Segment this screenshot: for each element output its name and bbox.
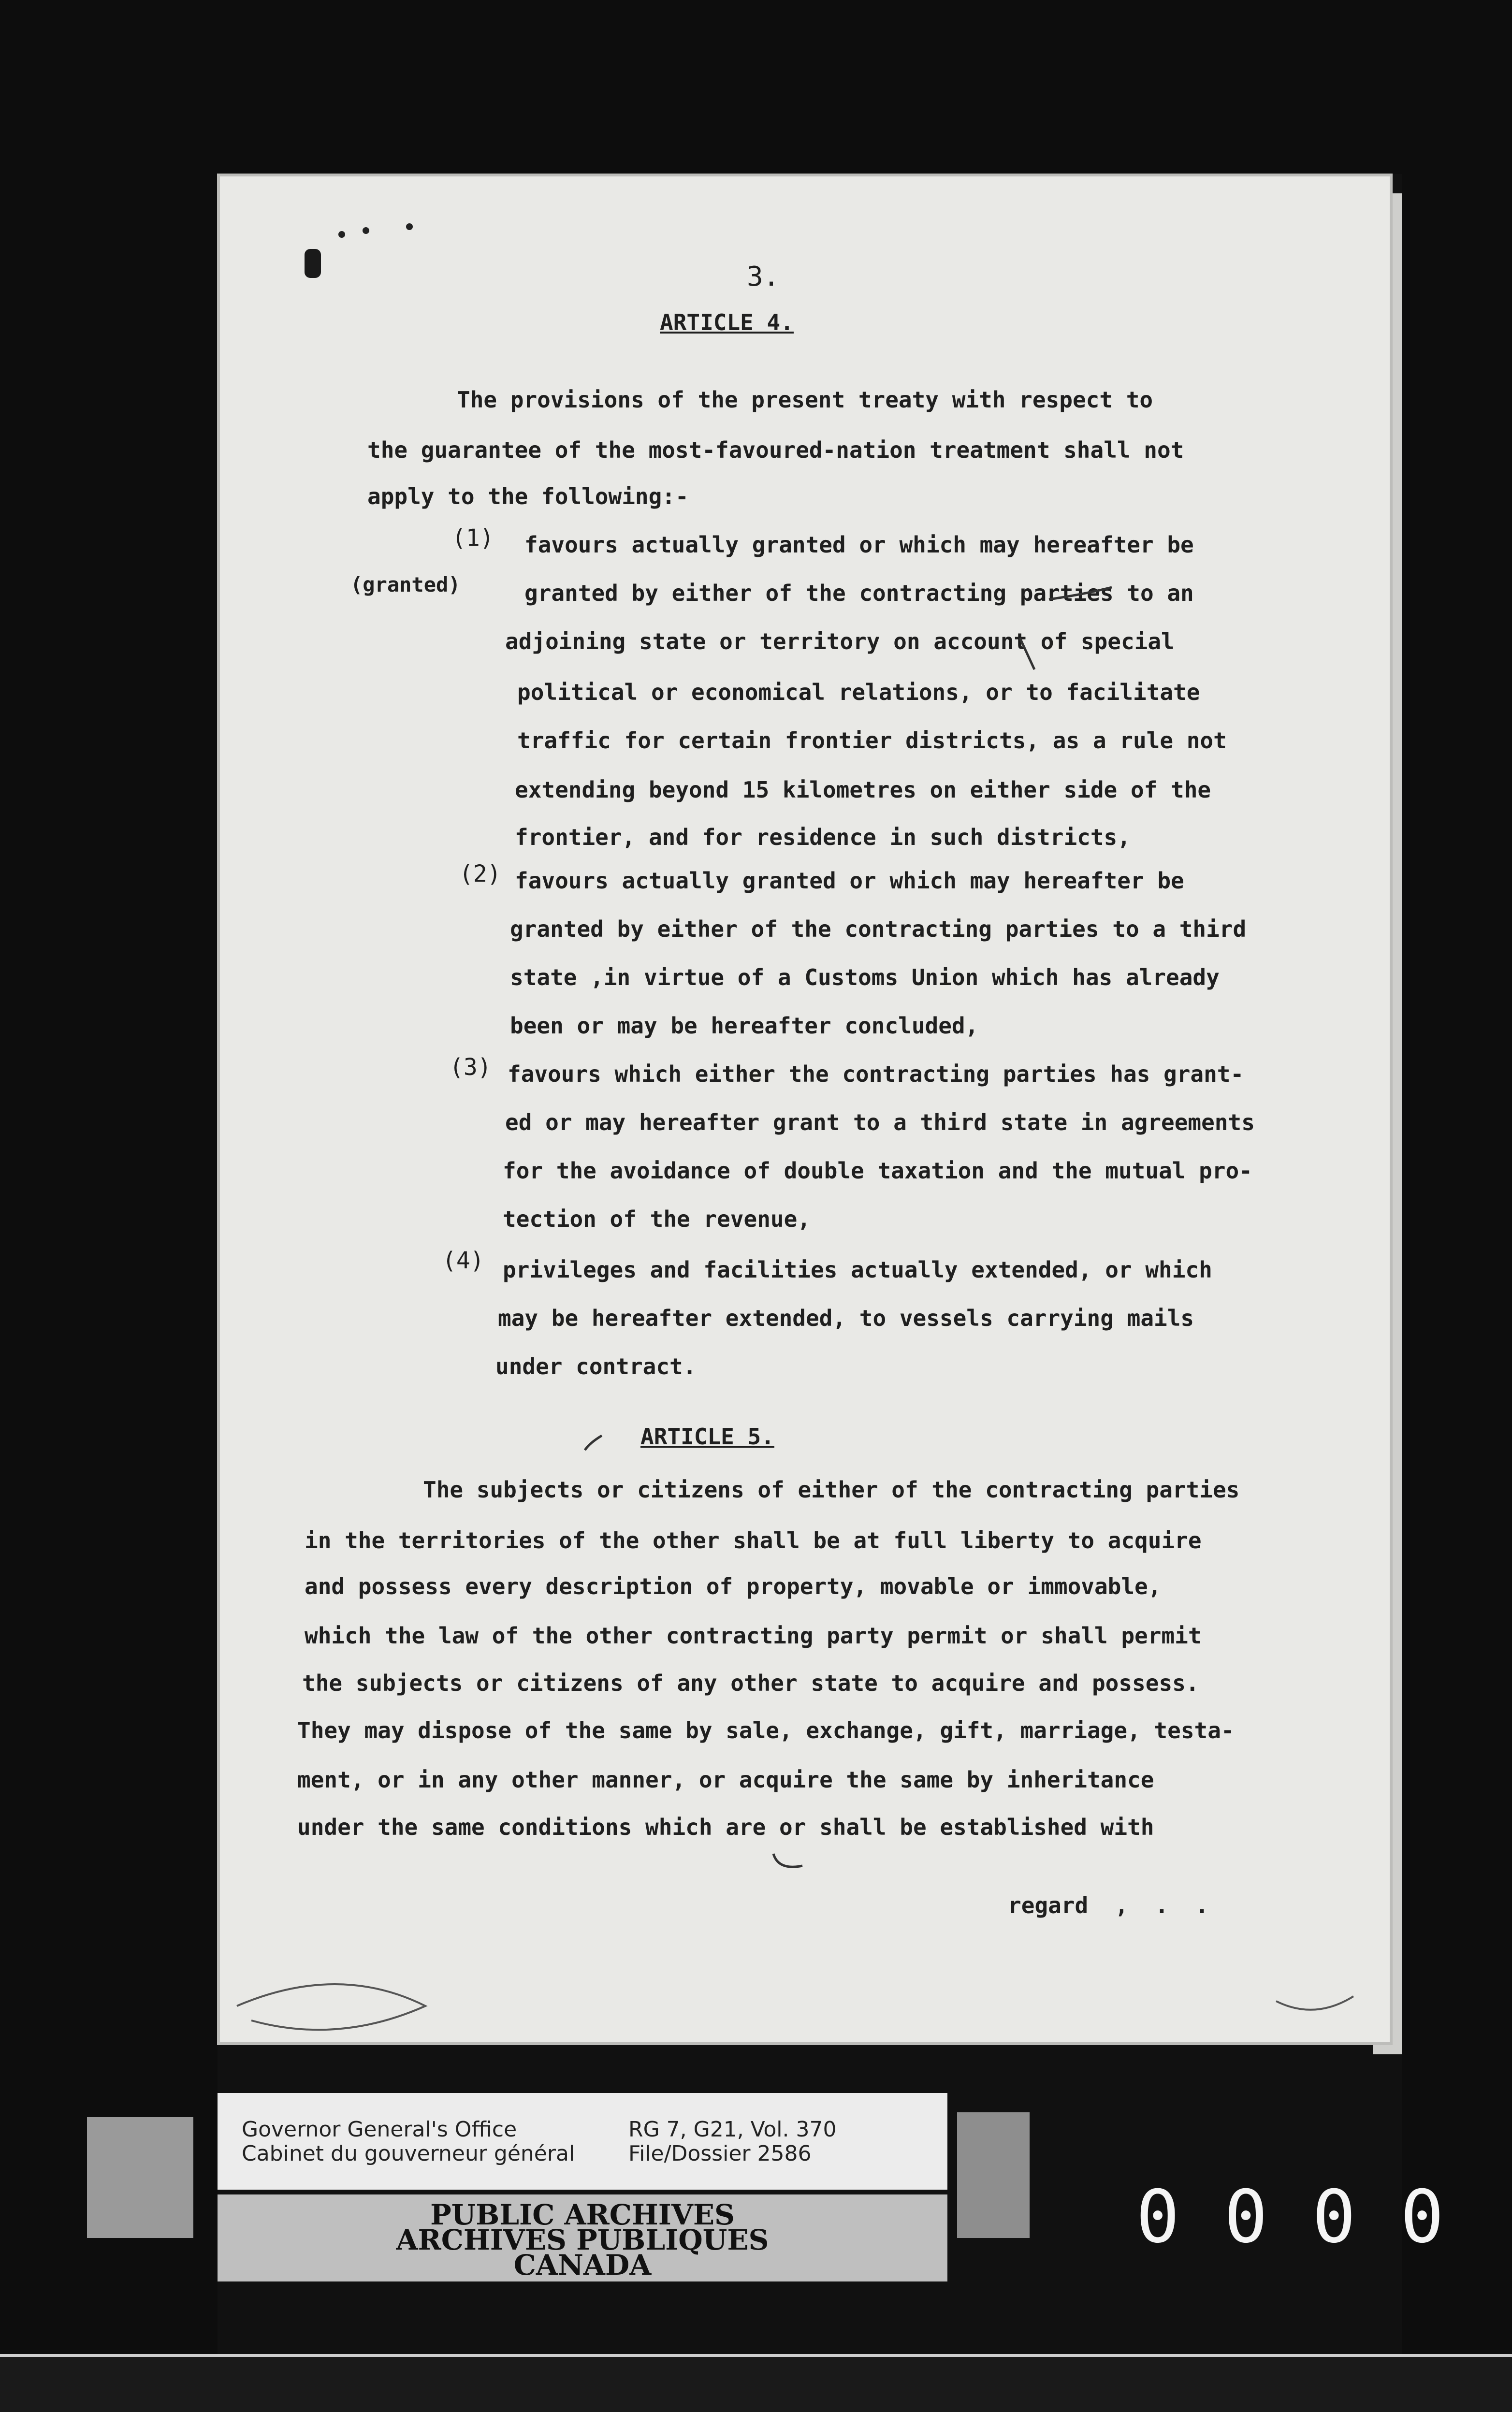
article-5-line: which the law of the other contracting party permit or shall permit [305, 1623, 1202, 1649]
catchword: regard , . . [1008, 1892, 1209, 1918]
article-4-intro-line: the guarantee of the most-favoured-nation treatment shall not [367, 437, 1184, 463]
record-group-reference: RG 7, G21, Vol. 370 [628, 2117, 837, 2142]
article-5-line: ment, or in any other manner, or acquire the same by inheritance [297, 1767, 1154, 1793]
item-2-line: granted by either of the contracting parties to a third [510, 916, 1247, 942]
film-bottom-edge [0, 2354, 1512, 2412]
article-5-line: the subjects or citizens of any other state to acquire and possess. [302, 1670, 1199, 1696]
item-1-line: frontier, and for residence in such districts, [515, 824, 1131, 850]
article-4-heading: ARTICLE 4. [660, 309, 794, 335]
tape-strip [957, 2112, 1030, 2238]
article-5-line: in the territories of the other shall be at full liberty to acquire [305, 1527, 1202, 1554]
article-5-line: under the same conditions which are or shall be established with [297, 1814, 1154, 1840]
item-4-line: under contract. [495, 1353, 697, 1380]
item-3-line: tection of the revenue, [503, 1206, 811, 1232]
item-1-line: traffic for certain frontier districts, as a rule not [517, 727, 1227, 754]
item-number: (3) [450, 1054, 492, 1081]
office-french: Cabinet du gouverneur général [242, 2141, 575, 2166]
stamp-line-2: ARCHIVES PUBLIQUES [396, 2223, 769, 2256]
item-3-line: for the avoidance of double taxation and the mutual pro- [503, 1158, 1252, 1184]
public-archives-stamp [218, 2194, 947, 2281]
article-4-intro-line: The provisions of the present treaty with respect to [457, 387, 1153, 413]
item-number: (2) [459, 860, 501, 887]
item-1-line: extending beyond 15 kilometres on either side of the [515, 777, 1211, 803]
item-2-line: favours actually granted or which may hereafter be [515, 868, 1184, 894]
archive-reference-label [218, 2093, 947, 2190]
article-4-intro-line: apply to the following:- [367, 483, 689, 509]
item-1-line: political or economical relations, or to facilitate [517, 679, 1200, 705]
article-5-line: They may dispose of the same by sale, exchange, gift, marriage, testa- [297, 1717, 1235, 1744]
item-4-line: privileges and facilities actually extended, or which [503, 1257, 1212, 1283]
stamp-line-1: PUBLIC ARCHIVES [430, 2198, 735, 2231]
margin-note: (granted) [350, 573, 461, 596]
article-5-line: The subjects or citizens of either of the contracting parties [423, 1477, 1240, 1503]
item-4-line: may be hereafter extended, to vessels carrying mails [498, 1305, 1194, 1331]
frame-counter: 0000 [1136, 2175, 1489, 2259]
office-english: Governor General's Office [242, 2117, 517, 2142]
item-2-line: been or may be hereafter concluded, [510, 1013, 979, 1039]
item-1-line: adjoining state or territory on account of special [505, 628, 1175, 654]
article-5-heading: ARTICLE 5. [640, 1424, 774, 1450]
tape-strip [87, 2117, 193, 2238]
stamp-line-3: CANADA [513, 2249, 652, 2281]
article-5-line: and possess every description of property, movable or immovable, [305, 1573, 1162, 1599]
page-number: 3. [747, 261, 780, 292]
item-1-line: favours actually granted or which may hereafter be [524, 532, 1194, 558]
item-number: (4) [442, 1247, 484, 1274]
item-1-line: granted by either of the contracting parties to an [524, 580, 1194, 606]
file-dossier-number: File/Dossier 2586 [628, 2141, 812, 2166]
item-3-line: ed or may hereafter grant to a third state in agreements [505, 1109, 1255, 1135]
item-2-line: state ,in virtue of a Customs Union which has already [510, 964, 1220, 990]
item-3-line: favours which either the contracting parties has grant- [508, 1061, 1244, 1087]
item-number: (1) [452, 524, 494, 552]
